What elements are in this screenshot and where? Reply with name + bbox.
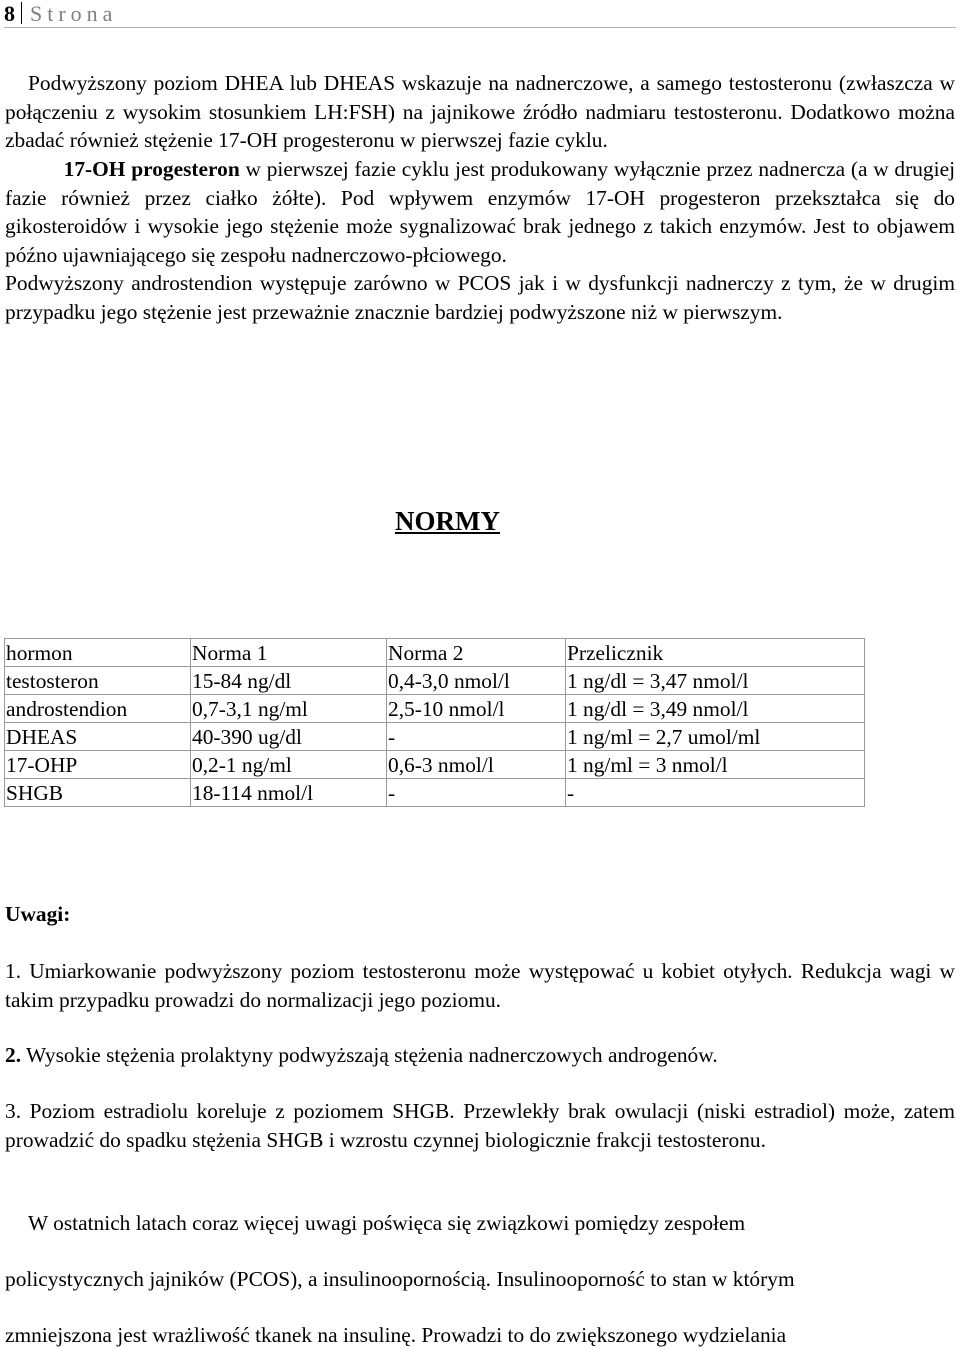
- table-row: [5, 779, 865, 807]
- table-cell: testosteron: [5, 667, 191, 695]
- table-header-row: [5, 639, 865, 667]
- table-header-cell: hormon: [5, 639, 191, 667]
- table-cell: 0,4-3,0 nmol/l: [387, 667, 566, 695]
- paragraph-dhea-text: Podwyższony poziom DHEA lub DHEAS wskazuje na nadnerczowe, a samego testosteronu (zwłaszcza w połączeniu z wysokim stosunkiem LH:FSH) na jajnikowe źródło nadmiaru testosteronu. Dodatkowo można zbadać również stężenie 17-OH progesteronu w pierwszej fazie cyklu.: [5, 71, 955, 153]
- closing-line-1: W ostatnich latach coraz więcej uwagi poświęca się związkowi pomiędzy zespołem: [28, 1211, 746, 1235]
- table-cell: 15-84 ng/dl: [191, 667, 387, 695]
- table-cell: 2,5-10 nmol/l: [387, 695, 566, 723]
- header-divider: [21, 2, 22, 24]
- norms-table-body: [5, 639, 865, 807]
- table-cell: -: [566, 779, 865, 807]
- table-row: [5, 667, 865, 695]
- table-cell: androstendion: [5, 695, 191, 723]
- table-cell: 17-OHP: [5, 751, 191, 779]
- table-cell: DHEAS: [5, 723, 191, 751]
- norms-table: [4, 638, 865, 807]
- table-header-cell: Norma 1: [191, 639, 387, 667]
- table-header-cell: Norma 2: [387, 639, 566, 667]
- notes-title: Uwagi:: [5, 902, 71, 926]
- note-2-text: Wysokie stężenia prolaktyny podwyższają stężenia nadnerczowych androgenów.: [21, 1043, 718, 1067]
- table-cell: 1 ng/dl = 3,49 nmol/l: [566, 695, 865, 723]
- table-header-cell: Przelicznik: [566, 639, 865, 667]
- paragraph-17oh-text: w pierwszej fazie cyklu jest produkowany wyłącznie przez nadnercza (a w drugiej fazie również przez ciałko żółte). Pod wpływem enzymów 17-OH progesteron przekształca się do gikosteroidów i wysokie jego stężenie może sygnalizować brak jednego z takich enzymów. Jest to objawem późno ujawniającego się zespołu nadnerczowo-płciowego.: [5, 157, 956, 268]
- table-cell: -: [387, 723, 566, 751]
- paragraph-dhea: [5, 69, 955, 155]
- table-cell: 0,2-1 ng/ml: [191, 751, 387, 779]
- closing-line-3: zmniejszona jest wrażliwość tkanek na insulinę. Prowadzi to do zwiększonego wydzielania: [5, 1323, 787, 1347]
- table-cell: 0,6-3 nmol/l: [387, 751, 566, 779]
- table-row: [5, 751, 865, 779]
- note-2: [5, 1041, 955, 1070]
- table-row: [5, 723, 865, 751]
- table-cell: 18-114 nmol/l: [191, 779, 387, 807]
- table-cell: 1 ng/ml = 2,7 umol/ml: [566, 723, 865, 751]
- paragraph-17oh: [5, 155, 955, 270]
- table-cell: 1 ng/ml = 3 nmol/l: [566, 751, 865, 779]
- paragraph-17oh-bold: 17-OH progesteron: [63, 157, 240, 181]
- table-row: [5, 695, 865, 723]
- table-cell: 0,7-3,1 ng/ml: [191, 695, 387, 723]
- paragraph-androstendion-text: Podwyższony androstendion występuje zarówno w PCOS jak i w dysfunkcji nadnerczy z tym, że w drugim przypadku jego stężenie jest przeważnie znacznie bardziej podwyższone niż w pierwszym.: [5, 271, 955, 324]
- page-header: [4, 0, 956, 30]
- table-cell: 40-390 ug/dl: [191, 723, 387, 751]
- table-cell: 1 ng/dl = 3,47 nmol/l: [566, 667, 865, 695]
- note-2-number: 2.: [5, 1043, 22, 1067]
- norms-title: NORMY: [395, 506, 500, 536]
- closing-line-2: policystycznych jajników (PCOS), a insulinoopornością. Insulinooporność to stan w którym: [5, 1267, 795, 1291]
- page-number: 8: [4, 1, 15, 26]
- note-3: 3. Poziom estradiolu koreluje z poziomem SHGB. Przewlekły brak owulacji (niski estradiol) może, zatem prowadzić do spadku stężenia SHGB i wzrostu czynnej biologicznie frakcji testosteronu.: [5, 1099, 955, 1152]
- header-rule: [4, 27, 956, 28]
- table-cell: SHGB: [5, 779, 191, 807]
- paragraph-androstendion: [5, 269, 955, 326]
- page-word: Strona: [30, 1, 118, 26]
- table-cell: -: [387, 779, 566, 807]
- note-1: 1. Umiarkowanie podwyższony poziom testosteronu może występować u kobiet otyłych. Redukcja wagi w takim przypadku prowadzi do normalizacji jego poziomu.: [5, 959, 955, 1012]
